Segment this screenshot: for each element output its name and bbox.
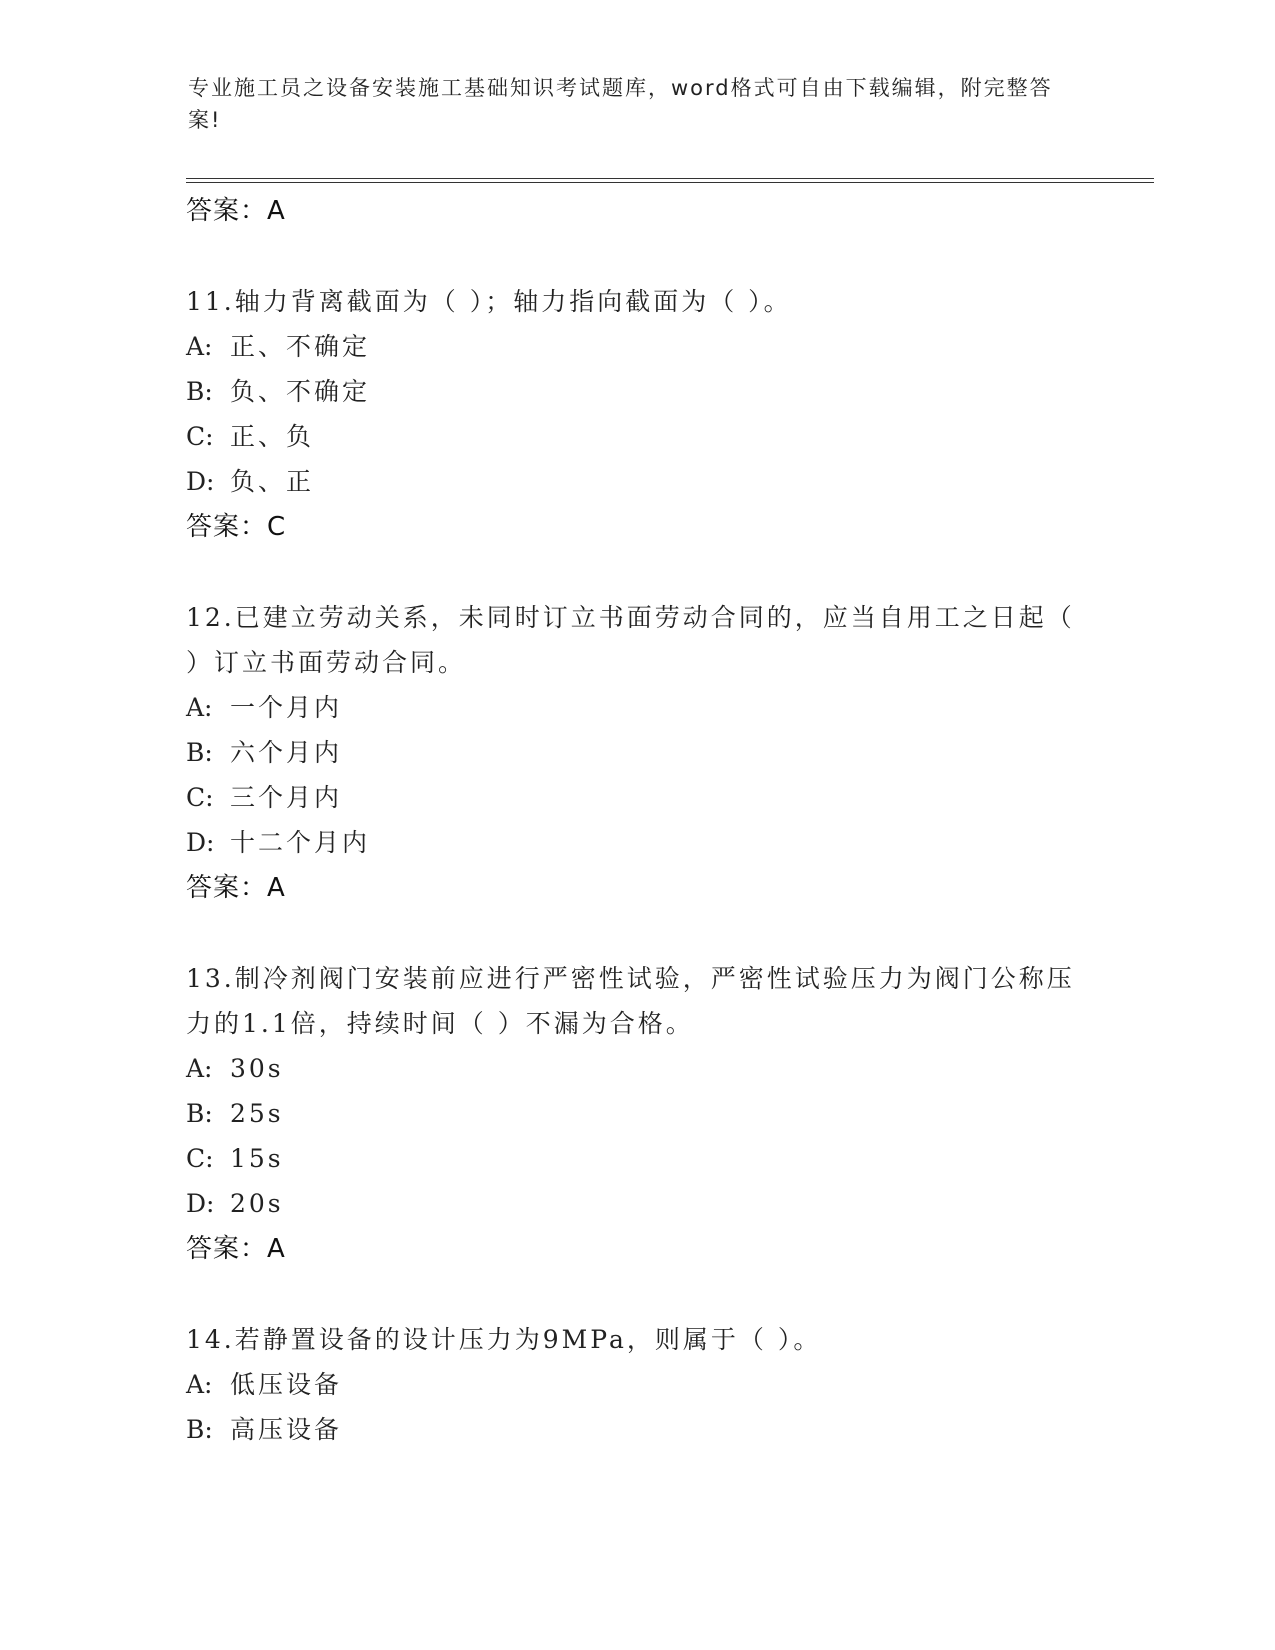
option-text: 高压设备 bbox=[230, 1415, 343, 1444]
option-key: C: bbox=[186, 783, 214, 812]
option-a bbox=[186, 324, 1086, 369]
option-b bbox=[186, 730, 1086, 775]
previous-answer: 答案：A bbox=[186, 196, 286, 226]
option-key: A: bbox=[186, 693, 213, 722]
question-item-11 bbox=[186, 279, 1086, 550]
option-key: D: bbox=[186, 828, 215, 857]
option-text: 25s bbox=[230, 1099, 284, 1128]
option-text: 15s bbox=[230, 1144, 284, 1173]
spacer bbox=[186, 550, 1086, 595]
spacer bbox=[186, 911, 1086, 956]
option-d bbox=[186, 820, 1086, 865]
option-text: 正、不确定 bbox=[230, 332, 371, 361]
question-list bbox=[186, 188, 1086, 1452]
answer-line: 答案：C bbox=[186, 512, 287, 542]
option-text: 低压设备 bbox=[230, 1370, 343, 1399]
question-text: 11.轴力背离截面为（ ）；轴力指向截面为（ ）。 bbox=[186, 287, 792, 316]
option-text: 三个月内 bbox=[230, 783, 343, 812]
option-a bbox=[186, 1046, 1086, 1091]
option-text: 六个月内 bbox=[230, 738, 343, 767]
option-key: A: bbox=[186, 1054, 213, 1083]
option-text: 正、负 bbox=[230, 422, 315, 451]
option-text: 负、不确定 bbox=[230, 377, 371, 406]
answer-line: 答案：A bbox=[186, 1234, 286, 1264]
document-header: 专业施工员之设备安装施工基础知识考试题库，word格式可自由下载编辑，附完整答案! bbox=[188, 76, 1053, 132]
question-item-12 bbox=[186, 595, 1086, 911]
spacer bbox=[186, 234, 1086, 279]
option-key: C: bbox=[186, 1144, 214, 1173]
question-item-13 bbox=[186, 956, 1086, 1272]
option-d bbox=[186, 1181, 1086, 1226]
option-text: 十二个月内 bbox=[230, 828, 371, 857]
option-d bbox=[186, 459, 1086, 504]
option-a bbox=[186, 1362, 1086, 1407]
question-text: 14.若静置设备的设计压力为9MPa，则属于（ ）。 bbox=[186, 1325, 822, 1354]
option-key: B: bbox=[186, 1415, 213, 1444]
option-c bbox=[186, 1136, 1086, 1181]
option-key: C: bbox=[186, 422, 214, 451]
option-key: D: bbox=[186, 467, 215, 496]
option-a bbox=[186, 685, 1086, 730]
question-item-14 bbox=[186, 1317, 1086, 1452]
option-text: 20s bbox=[230, 1189, 284, 1218]
spacer bbox=[186, 1272, 1086, 1317]
option-b bbox=[186, 369, 1086, 414]
option-c bbox=[186, 414, 1086, 459]
option-key: B: bbox=[186, 738, 213, 767]
option-text: 30s bbox=[230, 1054, 284, 1083]
option-text: 一个月内 bbox=[230, 693, 343, 722]
answer-line: 答案：A bbox=[186, 873, 286, 903]
option-key: B: bbox=[186, 377, 213, 406]
option-key: D: bbox=[186, 1189, 215, 1218]
question-text: 13.制冷剂阀门安装前应进行严密性试验，严密性试验压力为阀门公称压力的1.1倍，持续时间（ ）不漏为合格。 bbox=[186, 964, 1075, 1038]
option-b bbox=[186, 1407, 1086, 1452]
option-text: 负、正 bbox=[230, 467, 315, 496]
option-c bbox=[186, 775, 1086, 820]
option-key: A: bbox=[186, 332, 213, 361]
option-key: B: bbox=[186, 1099, 213, 1128]
option-b bbox=[186, 1091, 1086, 1136]
header-divider bbox=[186, 178, 1154, 183]
option-key: A: bbox=[186, 1370, 213, 1399]
question-text: 12.已建立劳动关系，未同时订立书面劳动合同的，应当自用工之日起（ ）订立书面劳动合同。 bbox=[186, 603, 1075, 677]
